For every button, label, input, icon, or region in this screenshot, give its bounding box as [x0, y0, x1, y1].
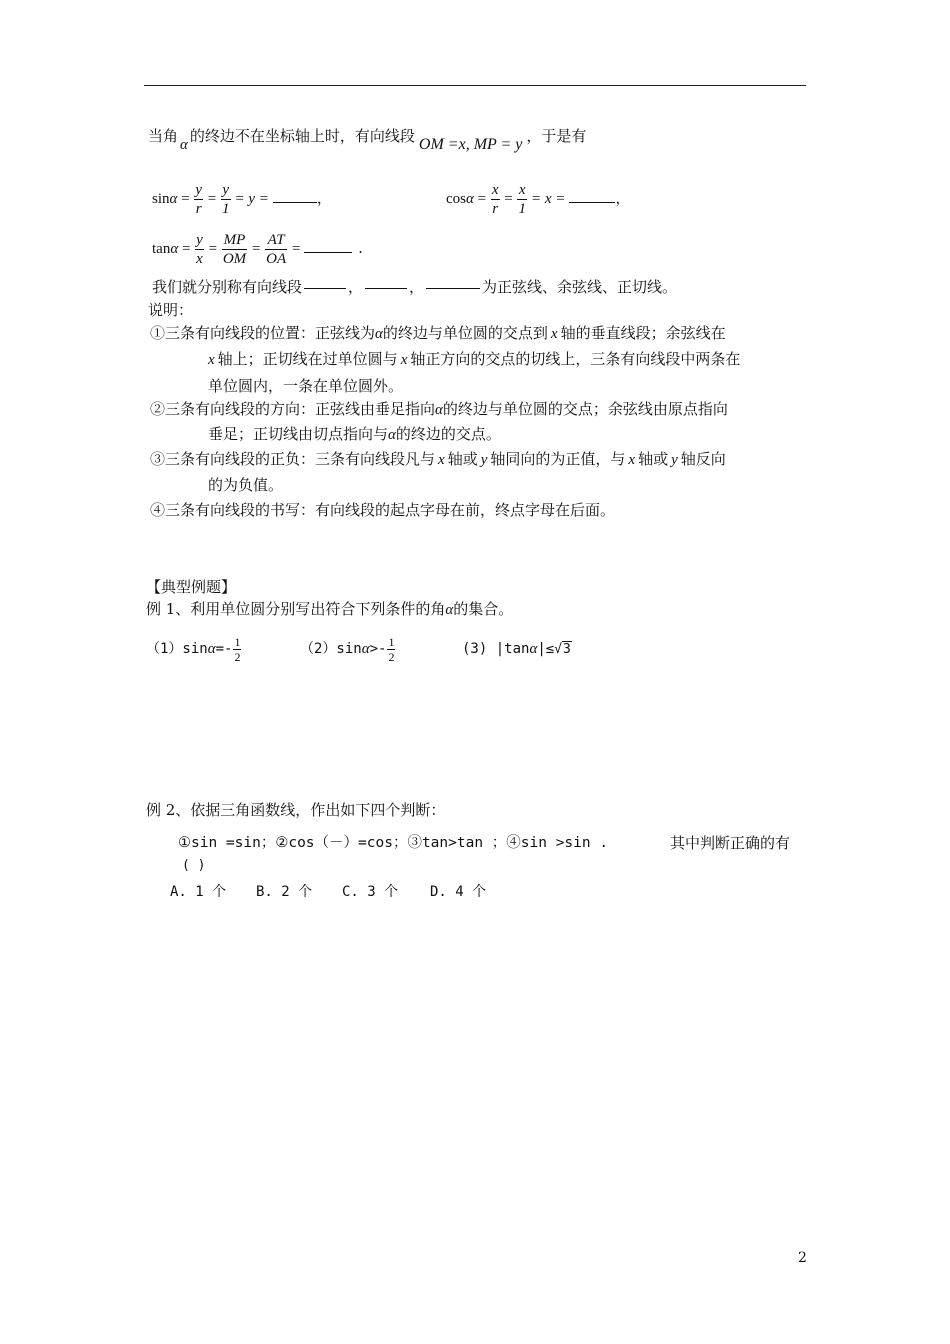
example-1-part-1: （1）sinα=- $\frac{1}{2}$ — [146, 634, 241, 664]
fraction-y-over-x: $\frac{y}{x}$ — [196, 231, 203, 267]
page-number: 2 — [798, 1250, 807, 1266]
example-1-part-2: （2）sinα>- $\frac{1}{2}$ — [300, 634, 395, 664]
intro-text-a: 当角 — [148, 127, 179, 145]
alpha-symbol: α — [170, 241, 179, 257]
sin-tail: = y = — [234, 191, 269, 207]
blank-tangent-line — [426, 288, 480, 289]
note-2-line-2: 垂足；正切线由切点指向与α的终边的交点。 — [208, 425, 501, 443]
fraction-x-over-r: $\frac{x}{r}$ — [491, 181, 499, 217]
alpha-symbol: α — [180, 137, 188, 153]
alpha-symbol: α — [375, 326, 383, 342]
blank-cosine-line — [365, 288, 407, 289]
fraction-mp-over-om: $\frac{MP}{OM}$ — [222, 231, 247, 267]
example-1-title: 例 1、利用单位圆分别写出符合下列条件的角α的集合。 — [146, 600, 514, 618]
alpha-symbol: α — [529, 641, 538, 657]
sin-label: sin — [152, 191, 170, 207]
intro-text-c: ，于是有 — [526, 127, 587, 145]
sin-definition: sinα = $\frac{y}{r}$ = $\frac{y}{1}$ = y = ， — [152, 181, 332, 217]
intro-text-b: 的终边不在坐标轴上时，有向线段 — [189, 127, 415, 145]
alpha-symbol: α — [361, 641, 370, 657]
example-2-title: 例 2、依据三角函数线，作出如下四个判断： — [146, 801, 446, 819]
example-1-part-3: (3) |tanα|≤√3 — [462, 641, 571, 657]
alpha-symbol: α — [388, 427, 396, 443]
notes-title: 说明： — [148, 301, 194, 319]
note-1-line-3: 单位圆内，一条在单位圆外。 — [208, 377, 404, 395]
option-b: B. 2 个 — [256, 884, 313, 900]
tan-blank — [304, 240, 352, 253]
fraction-one-half: $\frac{1}{2}$ — [388, 634, 395, 664]
fraction-one-half: $\frac{1}{2}$ — [234, 634, 241, 664]
note-3-line-1: ③三条有向线段的正负：三条有向线段凡与 x 轴或 y 轴同向的为正值，与 x 轴或 y 轴反向 — [150, 450, 726, 468]
sin-blank — [273, 190, 317, 203]
om-mp-equation: OM =x, MP = y — [418, 136, 523, 153]
alpha-symbol: α — [445, 602, 454, 618]
fraction-y-over-r: $\frac{y}{r}$ — [195, 181, 203, 217]
fraction-y-over-1: $\frac{y}{1}$ — [222, 181, 230, 217]
note-2-line-1: ②三条有向线段的方向：正弦线由垂足指向α的终边与单位圆的交点；余弦线由原点指向 — [150, 400, 728, 418]
option-d: D. 4 个 — [430, 884, 487, 900]
example-2-question: 其中判断正确的有 — [670, 834, 791, 852]
alpha-symbol: α — [435, 402, 443, 418]
blank-sine-line — [304, 288, 346, 289]
example-2-judgments: ①sin =sin；②cos（－）=cos；③tan>tan ；④sin >sin . — [178, 835, 609, 851]
option-a: A. 1 个 — [170, 884, 227, 900]
alpha-symbol: α — [466, 191, 474, 207]
cos-label: cos — [446, 191, 466, 207]
header-rule — [144, 85, 806, 86]
tan-label: tan — [152, 241, 171, 257]
note-3-line-2: 的为负值。 — [208, 476, 284, 494]
fraction-at-over-oa: $\frac{AT}{OA}$ — [266, 231, 287, 267]
option-c: C. 3 个 — [342, 884, 399, 900]
note-1-line-2: x 轴上；正切线在过单位圆与 x 轴正方向的交点的切线上，三条有向线段中两条在 — [208, 350, 741, 368]
lines-naming-sentence: 我们就分别称有向线段 ， ， 为正弦线、余弦线、正切线。 — [152, 278, 678, 296]
note-1-line-1: ①三条有向线段的位置：正弦线为α的终边与单位圆的交点到 x 轴的垂直线段；余弦线在 — [150, 324, 726, 342]
intro-line — [148, 126, 587, 153]
alpha-symbol: α — [169, 191, 178, 207]
alpha-symbol: α — [207, 641, 216, 657]
cos-blank — [569, 190, 615, 203]
cos-definition: cosα = $\frac{x}{r}$ = $\frac{x}{1}$ = x = ， — [446, 181, 631, 217]
example-2-answer-paren: ( ) — [182, 858, 206, 873]
fraction-x-over-1: $\frac{x}{1}$ — [518, 181, 526, 217]
section-title: 【典型例题】 — [146, 578, 237, 596]
cos-tail: = x = — [530, 191, 566, 207]
tan-definition: tanα = $\frac{y}{x}$ = $\frac{MP}{OM}$ = $\frac{AT}{OA}$ = . — [152, 231, 363, 267]
note-4: ④三条有向线段的书写：有向线段的起点字母在前，终点字母在后面。 — [150, 501, 616, 519]
sqrt-three: √3 — [554, 642, 571, 657]
